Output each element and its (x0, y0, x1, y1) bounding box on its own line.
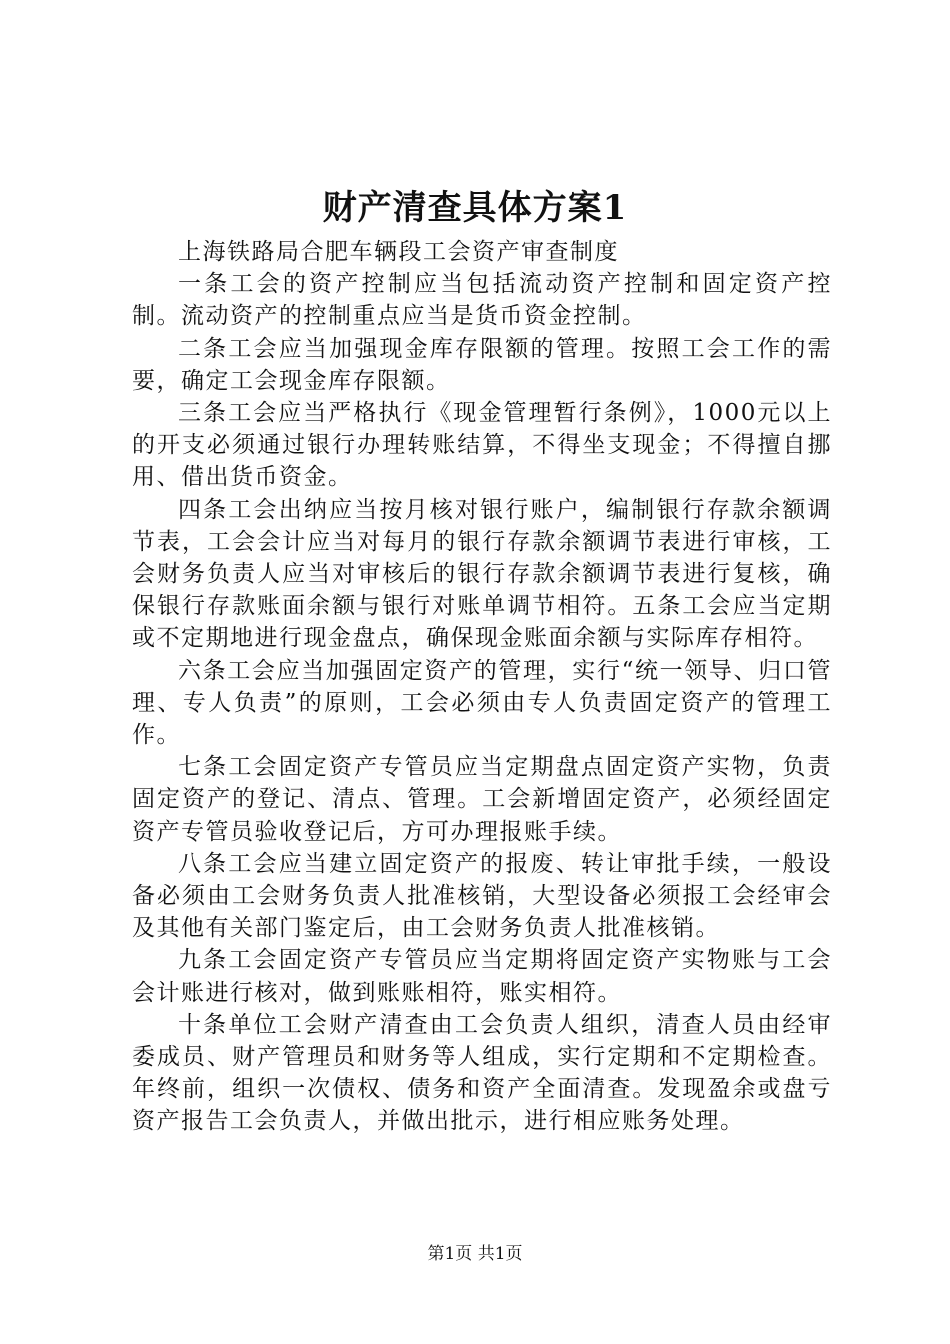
paragraph: 九条工会固定资产专管员应当定期将固定资产实物账与工会会计账进行核对，做到账账相符，账实相符。 (132, 947, 832, 1006)
document-body (132, 236, 832, 1138)
paragraph: 十条单位工会财产清查由工会负责人组织，清查人员由经审委成员、财产管理员和财务等人组成，实行定期和不定期检查。年终前，组织一次债权、债务和资产全面清查。发现盈余或盘亏资产报告工会负责人，并做出批示，进行相应账务处理。 (132, 1011, 832, 1135)
paragraph: 上海铁路局合肥车辆段工会资产审查制度 (178, 239, 619, 265)
paragraph: 二条工会应当加强现金库存限额的管理。按照工会工作的需要，确定工会现金库存限额。 (132, 335, 832, 394)
paragraph: 四条工会出纳应当按月核对银行账户，编制银行存款余额调节表，工会会计应当对每月的银行存款余额调节表进行审核，工会财务负责人应当对审核后的银行存款余额调节表进行复核，确保银行存款账面余额与银行对账单调节相符。五条工会应当定期或不定期地进行现金盘点，确保现金账面余额与实际库存相符。 (132, 496, 832, 652)
paragraph: 八条工会应当建立固定资产的报废、转让审批手续，一般设备必须由工会财务负责人批准核销，大型设备必须报工会经审会及其他有关部门鉴定后，由工会财务负责人批准核销。 (132, 850, 832, 942)
document-title: 财产清查具体方案1 (322, 188, 628, 228)
paragraph: 六条工会应当加强固定资产的管理，实行“统一领导、归口管理、专人负责”的原则，工会必须由专人负责固定资产的管理工作。 (132, 657, 832, 749)
paragraph: 一条工会的资产控制应当包括流动资产控制和固定资产控制。流动资产的控制重点应当是货币资金控制。 (132, 271, 832, 330)
paragraph: 三条工会应当严格执行《现金管理暂行条例》，1000元以上的开支必须通过银行办理转账结算，不得坐支现金；不得擅自挪用、借出货币资金。 (132, 400, 832, 491)
page-footer: 第1页 共1页 (427, 1244, 523, 1264)
paragraph: 七条工会固定资产专管员应当定期盘点固定资产实物，负责固定资产的登记、清点、管理。工会新增固定资产，必须经固定资产专管员验收登记后，方可办理报账手续。 (132, 754, 832, 845)
